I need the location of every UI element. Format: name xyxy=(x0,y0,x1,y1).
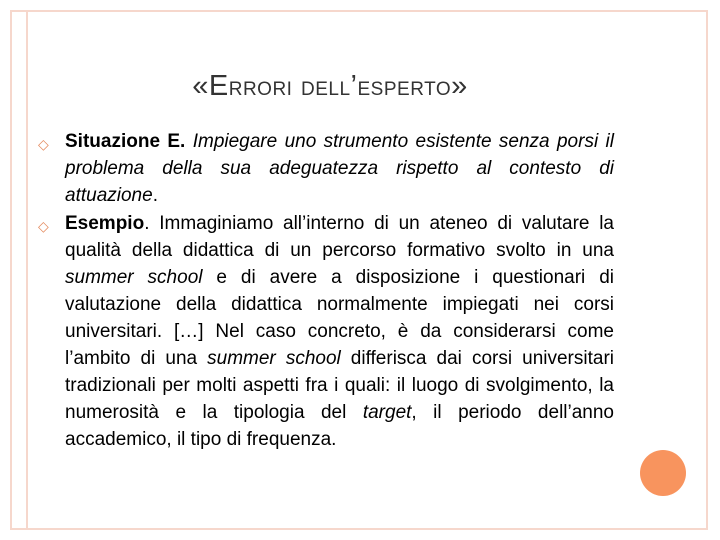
diamond-bullet-icon: ◇ xyxy=(38,218,49,234)
bullet-esempio xyxy=(38,210,614,453)
slide-title xyxy=(0,70,660,103)
diamond-bullet-icon: ◇ xyxy=(38,136,49,152)
title-initial-e: E xyxy=(208,70,229,102)
bullet-text-part: , il periodo dell’anno accademico, il tipo di frequenza. xyxy=(65,402,614,450)
title-close-quote: » xyxy=(451,70,468,102)
bullet-text-part: . Immaginiamo all’interno di un ateneo di valutare la qualità della didattica di un percorso formativo svolto in una xyxy=(65,213,614,261)
bullet-italic-term: summer school xyxy=(65,267,203,288)
bullet-italic-term: summer school xyxy=(207,348,341,369)
title-apostrophe: ’ xyxy=(350,70,358,102)
bullet-text-part: e di avere a disposizione i questionari di valutazione della didattica normalmente impiegati nei corsi universitari. […] Nel caso concreto, è da considerarsi come l’ambito di una xyxy=(65,267,614,369)
bullet-list xyxy=(38,128,614,453)
bullet-italic-term: target xyxy=(362,402,412,423)
bullet-label: Esempio xyxy=(65,213,145,234)
bullet-text-end: . xyxy=(152,185,158,206)
bullet-situazione xyxy=(38,128,614,209)
bullet-label: Situazione E. xyxy=(65,131,186,152)
decorative-circle xyxy=(640,450,686,496)
title-open-quote: « xyxy=(192,70,209,102)
title-esperto: ESPERTO xyxy=(357,79,452,100)
title-space xyxy=(292,70,301,102)
title-errori: RRORI xyxy=(228,79,293,100)
title-dell: DELL xyxy=(301,79,351,100)
bullet-text-part: differisca dai corsi universitari tradizionali per molti aspetti fra i quali: il luogo di svolgimento, la numerosità e la tipologia del xyxy=(65,348,615,423)
bullet-text: Impiegare uno strumento esistente senza porsi il problema della sua adeguatezza rispetto al contesto di attuazione xyxy=(65,131,614,206)
